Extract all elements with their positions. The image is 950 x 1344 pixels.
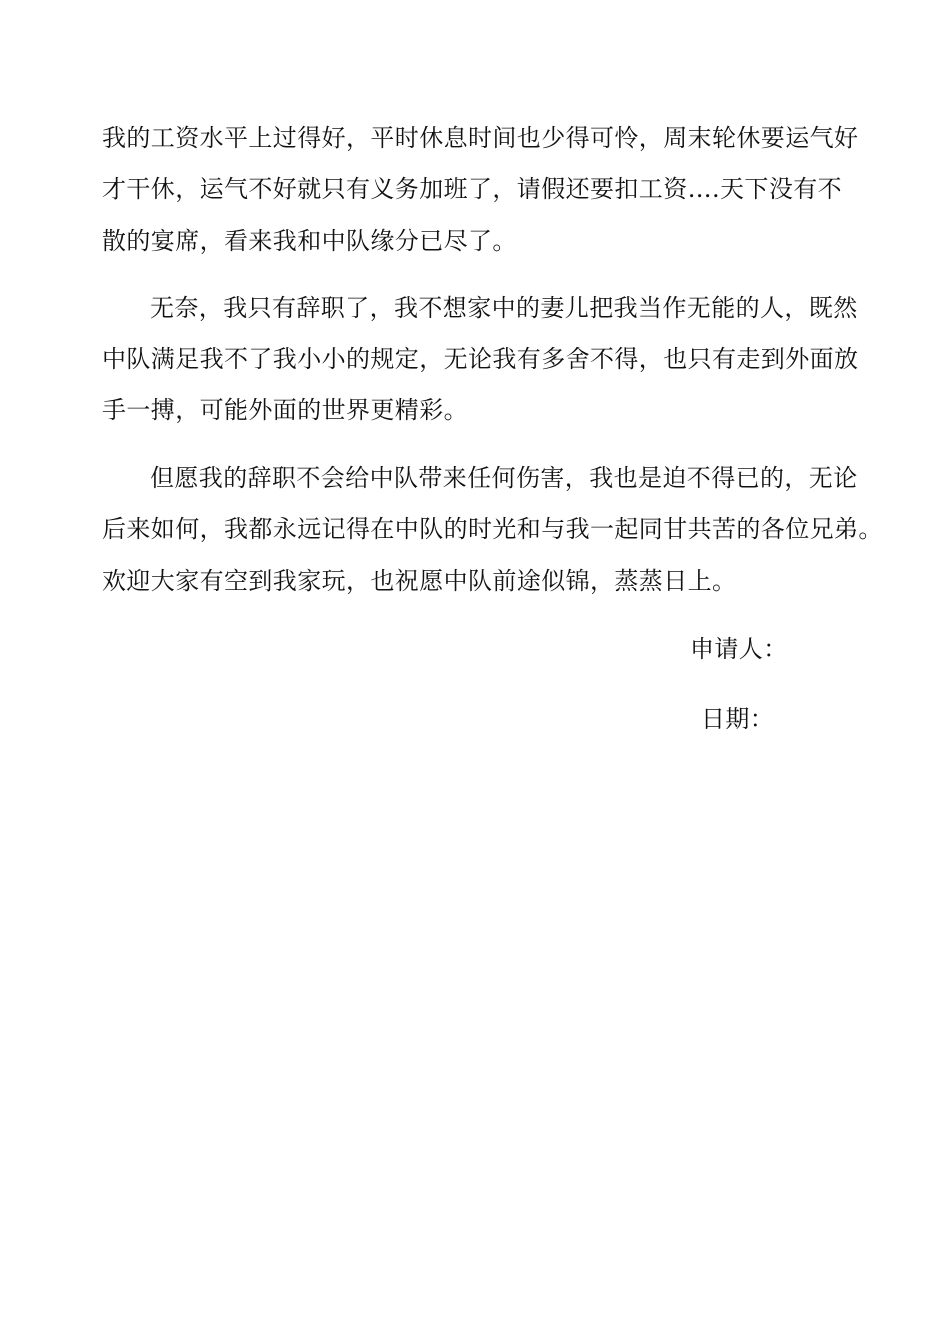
paragraph-3-line-3: 欢迎大家有空到我家玩，也祝愿中队前途似锦，蒸蒸日上。 xyxy=(102,567,737,595)
paragraph-2-line-1: 无奈，我只有辞职了，我不想家中的妻儿把我当作无能的人，既然 xyxy=(150,294,858,322)
paragraph-1-line-2: 才干休，运气不好就只有义务加班了，请假还要扣工资….天下没有不 xyxy=(102,175,843,203)
paragraph-2-line-2: 中队满足我不了我小小的规定，无论我有多舍不得，也只有走到外面放 xyxy=(102,345,859,373)
paragraph-3-line-2: 后来如何，我都永远记得在中队的时光和与我一起同甘共苦的各位兄弟。 xyxy=(102,515,883,543)
date-label: 日期： xyxy=(701,705,775,733)
paragraph-1-line-3: 散的宴席，看来我和中队缘分已尽了。 xyxy=(102,227,517,255)
applicant-label: 申请人： xyxy=(690,635,788,663)
paragraph-1-line-1: 我的工资水平上过得好，平时休息时间也少得可怜，周末轮休要运气好 xyxy=(102,124,859,152)
paragraph-3-line-1: 但愿我的辞职不会给中队带来任何伤害，我也是迫不得已的，无论 xyxy=(150,464,858,492)
paragraph-2-line-3: 手一搏，可能外面的世界更精彩。 xyxy=(102,396,468,424)
